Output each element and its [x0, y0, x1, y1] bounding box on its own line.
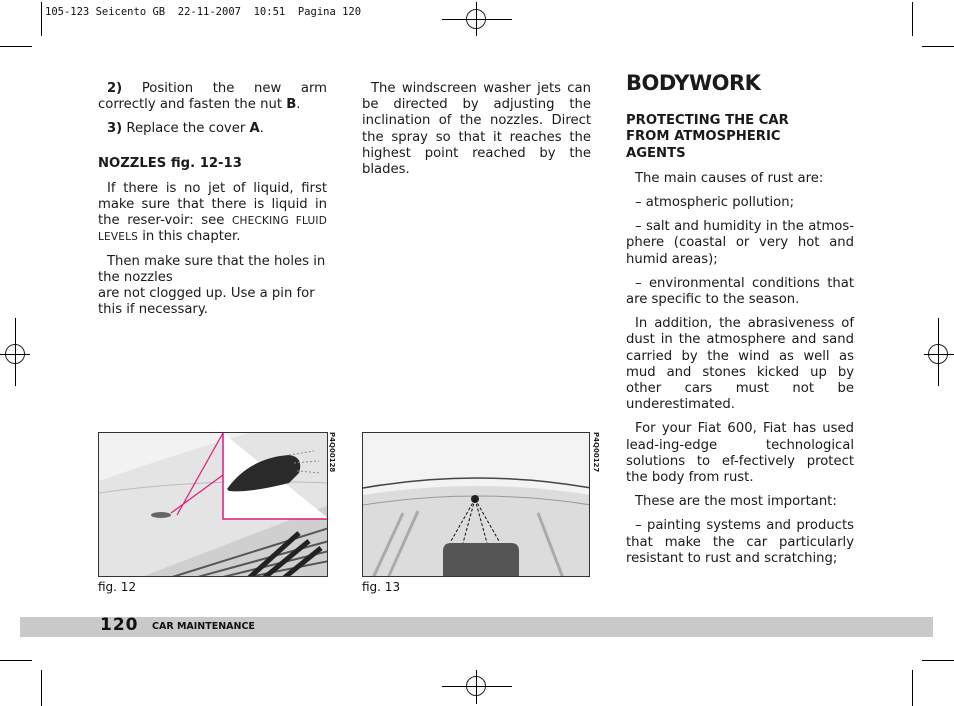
crop-mark — [938, 318, 939, 386]
rust-paragraph: For your Fiat 600, Fiat has used lead-ing-edge technological solutions to ef-fectively protect the body from rust. — [626, 421, 854, 486]
step-2: 2) Position the new arm correctly and fasten the nut B. — [98, 81, 327, 113]
column-right — [626, 71, 854, 575]
bonnet-nozzle-illustration — [99, 433, 328, 577]
nozzles-heading: NOZZLES fig. 12-13 — [98, 155, 242, 171]
washer-jets-paragraph: The windscreen washer jets can be directed by adjusting the inclination of the nozzles. Direct the spray so that it reaches the highest point reached by the blades. — [362, 81, 591, 178]
section-subheading: PROTECTING THE CAR FROM ATMOSPHERIC AGENTS — [626, 113, 789, 161]
figure-12-image — [98, 432, 328, 577]
crop-mark — [442, 686, 512, 687]
nozzles-paragraph-2: Then make sure that the holes in the nozzles are not clogged up. Use a pin for this if necessary. — [98, 253, 326, 318]
crop-mark — [0, 660, 32, 661]
crop-mark — [912, 2, 913, 36]
print-header-slug: 105-123 Seicento GB 22-11-2007 10:51 Pagina 120 — [45, 6, 362, 18]
rust-paragraph: In addition, the abrasiveness of dust in the atmosphere and sand carried by the wind as well as mud and stones kicked up by other cars must not be underestimated. — [626, 316, 854, 413]
crop-mark — [41, 2, 42, 36]
step-3: 3) Replace the cover A. — [107, 121, 264, 137]
figure-13-code: P4Q00127 — [592, 432, 600, 473]
page-number: 120 — [100, 615, 139, 635]
figure-13-image — [362, 432, 590, 577]
rust-paragraph: – salt and humidity in the atmos-phere (coastal or very hot and humid areas); — [626, 219, 854, 267]
crop-mark — [442, 19, 512, 20]
figure-13-caption: fig. 13 — [362, 580, 401, 594]
crop-mark — [15, 318, 16, 386]
crop-mark — [922, 46, 954, 47]
crop-mark — [476, 2, 477, 36]
crop-mark — [0, 46, 32, 47]
rust-paragraph: – painting systems and products that make the car particularly resistant to rust and scratching; — [626, 518, 854, 566]
crop-mark — [41, 670, 42, 706]
section-name: CAR MAINTENANCE — [152, 621, 255, 632]
figure-12-code: P4Q00128 — [328, 432, 336, 473]
nozzles-paragraph-1: If there is no jet of liquid, first make sure that there is liquid in the reser-voir: see CHECKING FLUID LEVELS in this chapter. — [98, 180, 327, 245]
rust-paragraph: The main causes of rust are: — [635, 170, 824, 186]
crop-mark — [476, 670, 477, 704]
crop-mark — [922, 660, 954, 661]
column-middle — [362, 81, 591, 186]
crop-mark — [924, 354, 954, 355]
windscreen-spray-illustration — [363, 433, 590, 577]
rust-paragraph: – atmospheric pollution; — [635, 195, 795, 211]
figure-12-caption: fig. 12 — [98, 580, 137, 594]
rust-paragraph: – environmental conditions that are specific to the season. — [626, 275, 854, 308]
page-title: BODYWORK — [626, 71, 761, 95]
column-left — [98, 81, 327, 326]
rust-paragraph: These are the most important: — [635, 494, 837, 510]
crop-mark — [912, 670, 913, 706]
